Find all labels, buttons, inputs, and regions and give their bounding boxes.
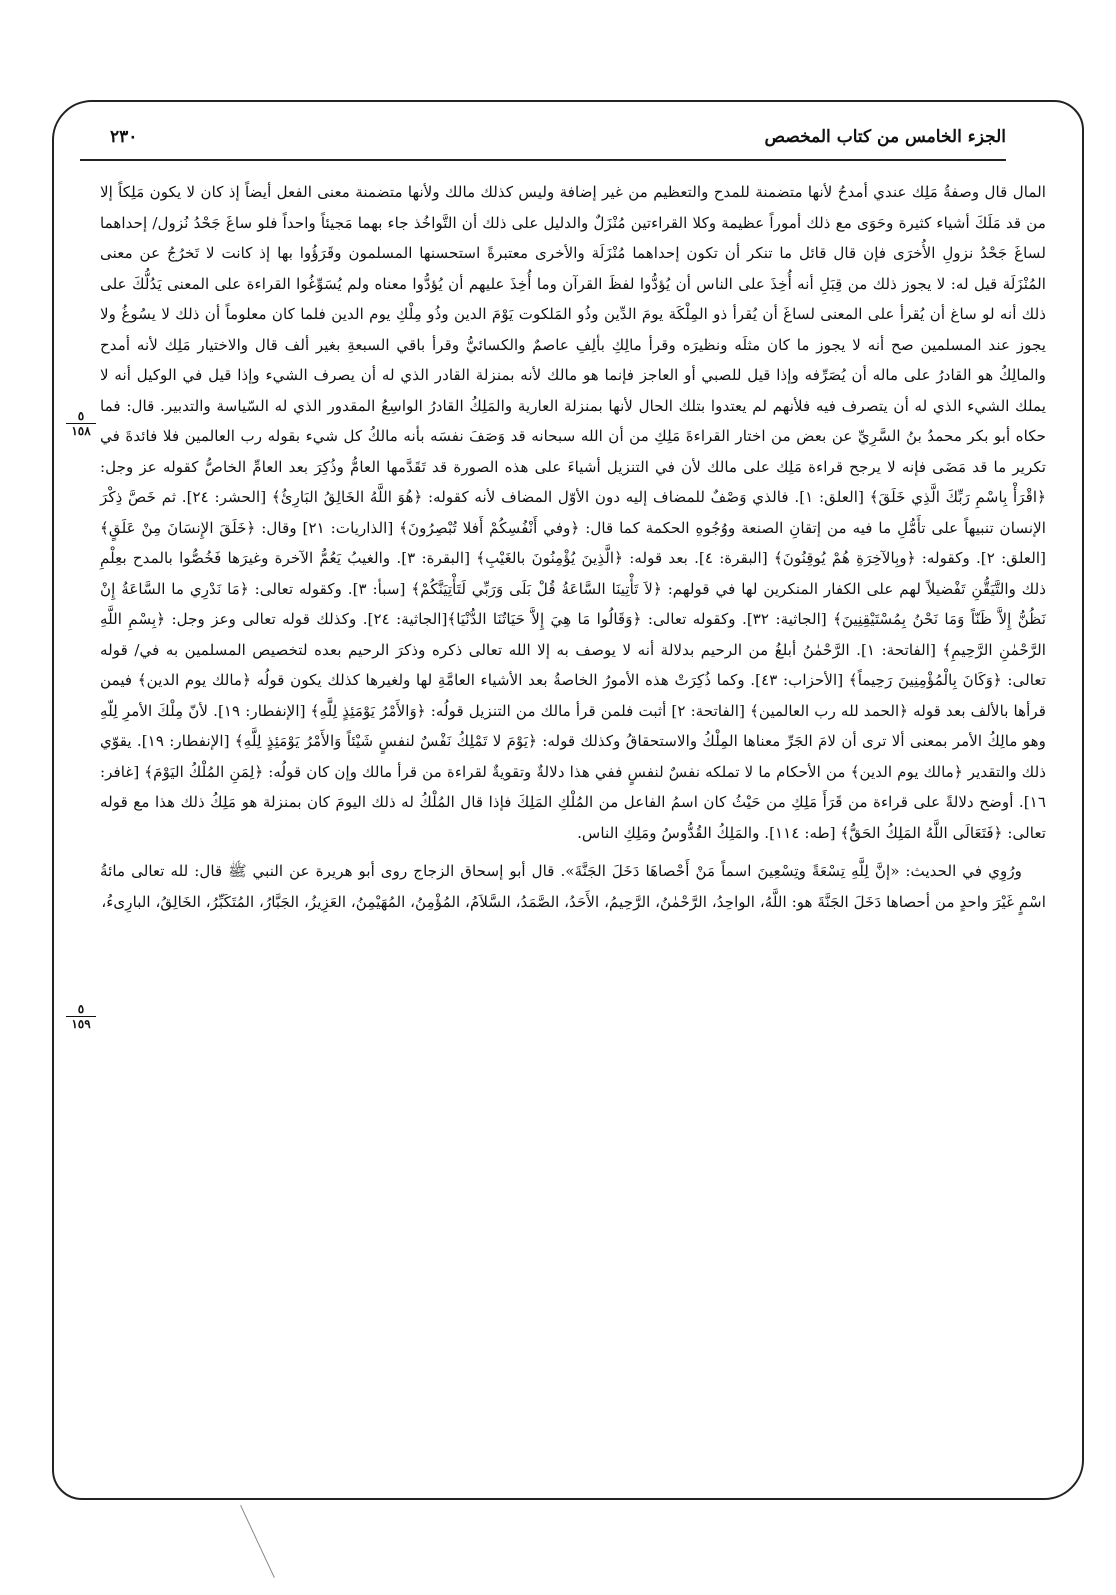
- main-text: [100, 177, 1046, 917]
- page-number: ٢٣٠: [110, 127, 138, 147]
- marker-volume: ٥: [66, 1003, 96, 1017]
- body-paragraph: المال قال وصفةُ مَلِك عندي أمدحُ لأنها متضمنة للمدح والتعظيم من غير إضافة وليس كذلك مالك ولأنها متضمنة معنى الفعل أيضاً إذ كان لا يكون مَلِكاً إلا من قد مَلَكَ أشياء كثيرة وحَوَى مع ذلك أموراً عظيمة وكلا القراءتين مُنْزَلٌ والدليل على ذلك أن التَّواخُذ جاء بهما مَجيئاً واحداً فلو ساغَ جَحْدُ نُزول/ إحداهما لساغَ جَحْدُ نزولِ الأُخرَى فإن قال قائل ما تنكر أن تكون إحداهما مُنْزَلَة والأخرى معتبرةً استحسنها المسلمون وقَرَؤُوا بها إذ كانت لا تَخرُجُ عن معنى المُنْزَلَة قيل له: لا يجوز ذلك من قِبَلِ أنه أُخِذَ على الناس أن يُؤدُّوا لفظَ القرآن وما أُخِذَ عليهم أن يُؤدُّوا معناه ولم يُسَوِّغُوا القراءة على المعنى يَدُلُّكَ على ذلك أنه لو ساغ أن يُقرأ على المعنى لساغَ أن يُقرأ ذو المِلْكَة يومَ الدِّين وذُو المَلكوت يَوْمَ الدين وذُو مِلْكِ يوم الدين فلما كان معلوماً أن ذلك لا يسُوغُ ولا يجوز عند المسلمين صح أنه لا يجوز ما كان مثلَه ونظيرَه وقرأ مالِكِ بألِفِ عاصمٌ والكسائيُّ وقرأ باقي السبعةِ بغير ألف قال والاختيار مَلِك لأنه أمدح والمالِكُ هو القادرُ على ماله أن يُصَرِّفه وإذا قيل للصبي أو العاجز فإنما هو مالك لأنه بمنزلة القادر الذي له أن يصرف الشيء وإذا قيل في الوكيل أنه لا يملك الشيء الذي له أن يتصرف فيه فلأنهم لم يعتدوا بتلك الحال لأنها بمنزلة العارية والمَلِكُ القادرُ الواسِعُ المقدور الذي له السّياسة والتدبير. قال: فما حكاه أبو بكر محمدُ بنُ السَّرِيِّ عن بعض من اختار القراءةَ مَلِكِ من أن الله سبحانه قد وَصَفَ نفسَه بأنه مالكُ كل شيء بقوله رب العالمين فلا فائدةَ في تكرير ما قد مَضَى فإنه لا يرجح قراءة مَلِك على مالك لأن في التنزيل أشياءَ على هذه الصورة قد تَقَدَّمها العامُّ وذُكِرَ بعد العامِّ الخاصُّ كقوله عز وجل: ﴿اقْرَأْ بِاسْمِ رَبِّكَ الَّذِي خَلَقَ﴾ [العلق: ١]. فالذي وَصْفٌ للمضاف إليه دون الأوّل المضاف لأنه كقوله: ﴿هُوَ اللَّهُ الخَالِقُ البَارِئُ﴾ [الحشر: ٢٤]. ثم خَصَّ ذِكْرَ الإنسان تنبيهاً على تأَمُّلِ ما فيه من إتقانِ الصنعة ووُجُوهِ الحكمة كما قال: ﴿وفي أَنْفُسِكُمْ أَفلا تُبْصِرُونَ﴾ [الذاريات: ٢١] وقال: ﴿خَلَقَ الإِنسَانَ مِنْ عَلَقٍ﴾ [العلق: ٢]. وكقوله: ﴿وبِالآخِرَةِ هُمْ يُوقِنُونَ﴾ [البقرة: ٤]. بعد قوله: ﴿الَّذِينَ يُؤْمِنُونَ بالغَيْبِ﴾ [البقرة: ٣]. والغيبُ يَعُمُّ الآخرة وغيرَها فَخُصُّوا بالمدح بعِلْمِ ذلك والتَّيَقُّنِ تَفْضيلاً لهم على الكفار المنكرين لها في قولهم: ﴿لاَ تَأْتِينَا السَّاعَةُ قُلْ بَلَى وَرَبِّي لَتَأْتِيَنَّكُمْ﴾ [سبأ: ٣]. وكقوله تعالى: ﴿مَا نَدْرِي ما السَّاعَةُ إِنْ نَظُنُّ إِلاَّ ظَنّاً وَمَا نَحْنُ بِمُسْتَيْقِنِينَ﴾ [الجاثية: ٣٢]. وكقوله تعالى: ﴿وَقَالُوا مَا هِيَ إِلاَّ حَيَاتُنَا الدُّنْيَا﴾[الجاثية: ٢٤]. وكذلك قوله تعالى وعز وجل: ﴿بِسْمِ اللَّهِ الرَّحْمٰنِ الرَّحِيمِ﴾ [الفاتحة: ١]. الرَّحْمٰنُ أبلغُ من الرحيم بدلالة أنه لا يوصف به إلا الله تعالى ذكره وذكرَ الرحيم بعده لتخصيص المسلمين به في/ قوله تعالى: ﴿وَكَانَ بِالْمُؤْمِنِينَ رَحِيماً﴾ [الأحزاب: ٤٣]. وكما ذُكِرَتْ هذه الأمورُ الخاصةُ بعد الأشياء العامَّةِ لها ولغيرها كذلك يكون قولُه ﴿مالك يوم الدين﴾ فيمن قرأها بالألف بعد قوله ﴿الحمد لله رب العالمين﴾ [الفاتحة: ٢] أثبت فلمن قرأ مالك من التنزيل قولُه: ﴿وَالأَمْرُ يَوْمَئِذٍ لِلَّهِ﴾ [الإنفطار: ١٩]. لأنّ مِلْكَ الأمرِ لِلّهِ وهو مالِكُ الأمر بمعنى ألا ترى أن لامَ الجَرِّ معناها المِلْكُ والاستحقاقُ وكذلك قوله: ﴿يَوْمَ لا تَمْلِكُ نَفْسٌ لنفسٍ شَيْئاً وَالأَمْرُ يَوْمَئِذٍ لِلَّهِ﴾ [الإنفطار: ١٩]. يقوّي ذلك والتقدير ﴿مالك يوم الدين﴾ من الأحكام ما لا تملكه نفسٌ لنفسٍ ففي هذا دلالةٌ وتقويةٌ لقراءة من قرأ مالك وإن كان قولُه: ﴿لِمَنِ المُلْكُ اليَوْمَ﴾ [غافر: ١٦]. أوضح دلالةً على قراءة من قَرَأَ مَلِكِ من حَيْثُ كان اسمُ الفاعل من المُلْكِ المَلِكَ فإذا قال المُلْكُ له ذلك اليومَ كان بمنزلة هو مَلِكُ ذلك هذا مع قوله تعالى: ﴿فَتَعَالَى اللَّهُ المَلِكُ الحَقُّ﴾ [طه: ١١٤]. والمَلِكُ القُدُّوسُ ومَلِكِ الناس.: [100, 183, 1047, 842]
- page-header: [110, 120, 1006, 154]
- scan-mark: [240, 1505, 276, 1578]
- marker-page: ١٥٨: [71, 424, 91, 438]
- body-paragraph: ورُوِي في الحديث: «إنَّ لِلَّهِ تِسْعَةً وتِسْعِينَ اسماً مَنْ أَحْصاهَا دَخَلَ الجَنَّةَ». قال أبو إسحاق الزجاج روى أبو هريرة عن النبي ﷺ قال: لله تعالى مائةُ اسْمٍ غَيْرَ واحدٍ من أحصاها دَخَلَ الجَنَّةَ هو: اللَّهُ، الواحِدُ، الرَّحْمٰنُ، الرَّحِيمُ، الأَحَدُ، الصَّمَدُ، السَّلاَمُ، المُؤْمِنُ، المُهَيْمِنُ، العَزِيزُ، الجَبَّارُ، المُتَكَبِّرُ، الخَالِقُ، البارِىءُ،: [100, 862, 1046, 911]
- margin-marker-158: [66, 410, 96, 437]
- running-title: الجزء الخامس من كتاب المخصص: [764, 127, 1006, 147]
- marker-volume: ٥: [66, 410, 96, 424]
- header-divider: [80, 159, 1006, 161]
- marker-page: ١٥٩: [71, 1017, 91, 1031]
- margin-marker-159: [66, 1003, 96, 1030]
